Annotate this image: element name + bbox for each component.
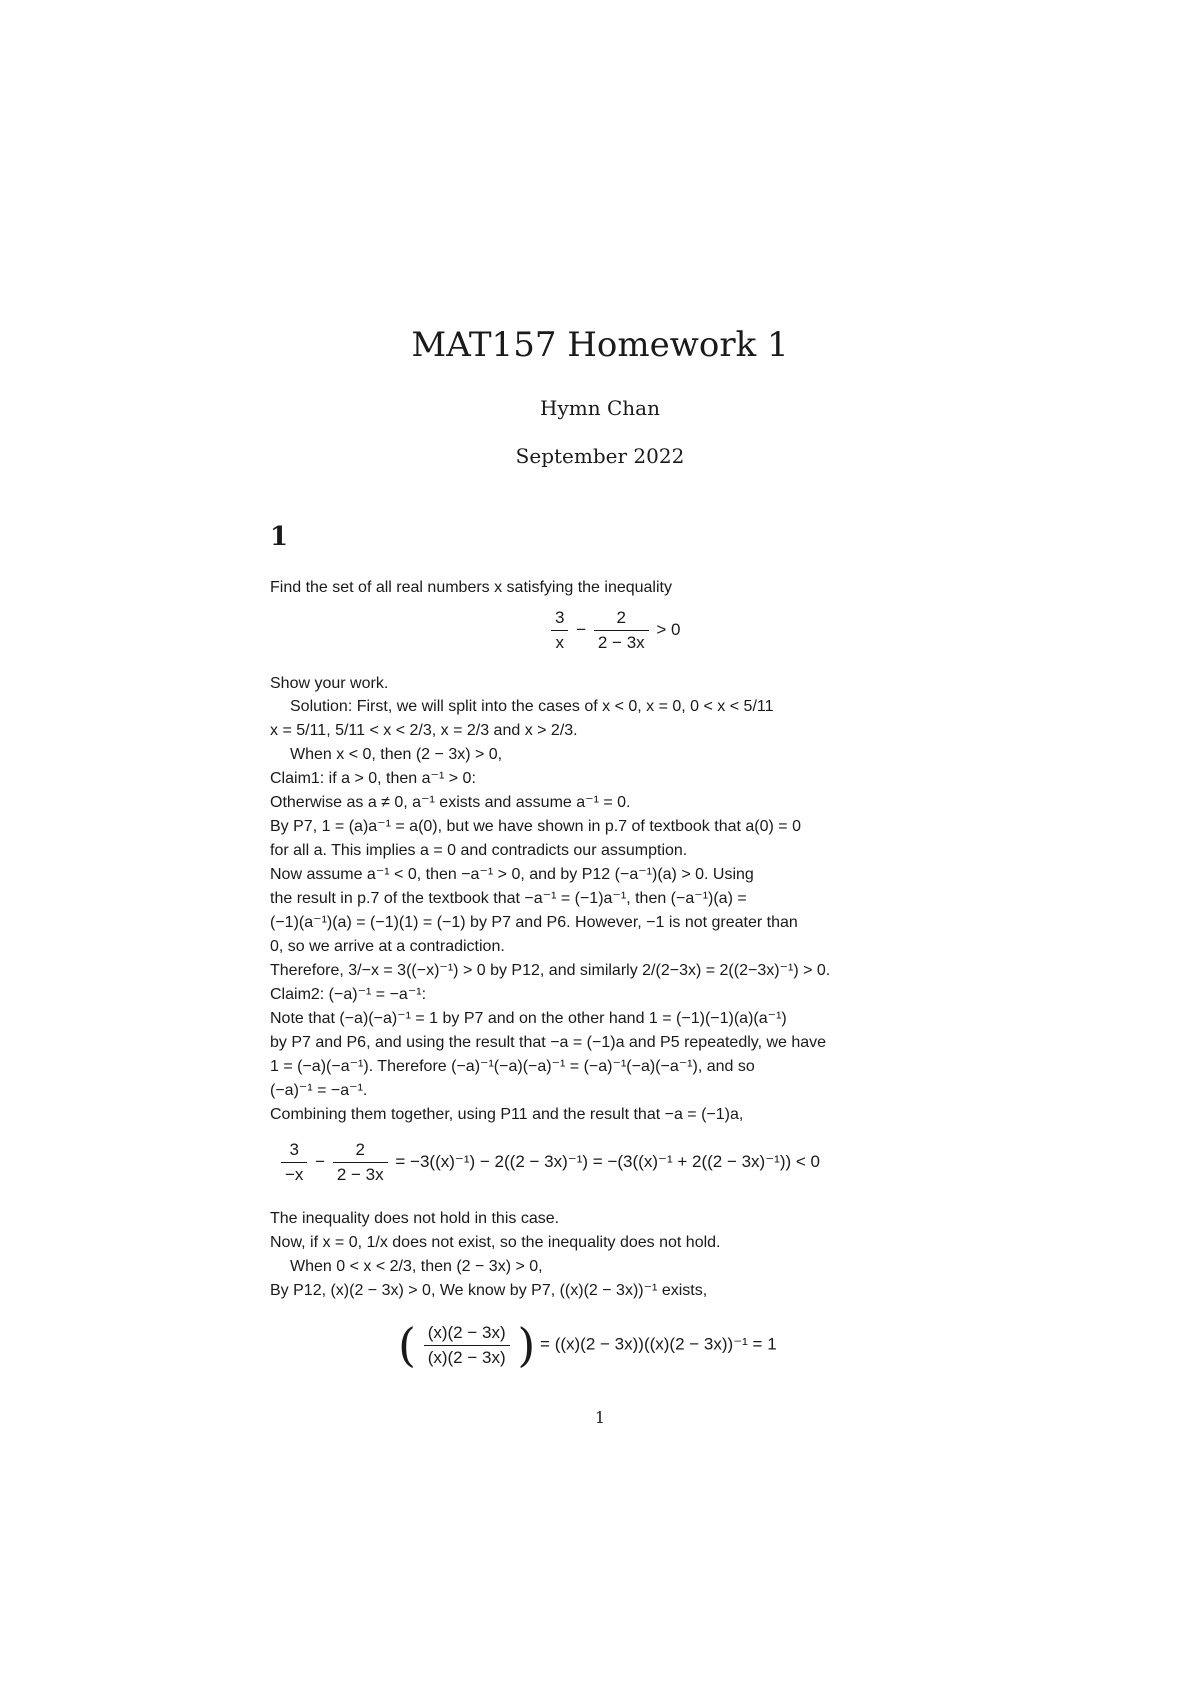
document-date: September 2022 <box>515 444 685 468</box>
equation-fraction-2 <box>333 1140 388 1185</box>
fraction-denominator: −x <box>285 1165 304 1184</box>
claim-2-heading: Claim2: (−a)⁻¹ = −a⁻¹: <box>270 986 427 1003</box>
fraction-numerator: 2 <box>333 1140 388 1163</box>
inequality-equation <box>548 608 681 653</box>
solution-line: By P12, (x)(2 − 3x) > 0, We know by P7, ((x)(2 − 3x))⁻¹ exists, <box>270 1282 708 1299</box>
equation-fraction-1 <box>281 1140 307 1185</box>
show-work-text: Show your work. <box>270 675 389 692</box>
section-heading: 1 <box>270 522 289 552</box>
inequality-rhs: > 0 <box>656 619 681 639</box>
solution-line: 1 = (−a)(−a⁻¹). Therefore (−a)⁻¹(−a)(−a)⁻¹ = (−a)⁻¹(−a)(−a⁻¹), and so <box>270 1058 755 1075</box>
minus-sign: − <box>576 619 587 639</box>
solution-line: Solution: First, we will split into the cases of x < 0, x = 0, 0 < x < 5/11 <box>290 698 774 715</box>
solution-line: Now assume a⁻¹ < 0, then −a⁻¹ > 0, and by P12 (−a⁻¹)(a) > 0. Using <box>270 866 754 883</box>
fraction-numerator: 3 <box>551 608 568 631</box>
inequality-fraction-1 <box>551 608 568 653</box>
fraction-denominator: x <box>555 633 564 652</box>
left-paren: ( <box>398 1318 416 1372</box>
fraction-numerator: (x)(2 − 3x) <box>424 1323 510 1346</box>
solution-line: for all a. This implies a = 0 and contradicts our assumption. <box>270 842 688 859</box>
minus-sign: − <box>315 1151 326 1171</box>
document-title: MAT157 Homework 1 <box>411 325 789 365</box>
page-number: 1 <box>594 1408 606 1427</box>
fraction-denominator: 2 − 3x <box>597 633 645 652</box>
inequality-fraction-2 <box>594 608 649 653</box>
equation-rest: = ((x)(2 − 3x))((x)(2 − 3x))⁻¹ = 1 <box>540 1334 777 1354</box>
identity-fraction <box>424 1323 510 1368</box>
combined-equation <box>278 1140 820 1185</box>
equation-rest: = −3((x)⁻¹) − 2((2 − 3x)⁻¹) = −(3((x)⁻¹ + 2((2 − 3x)⁻¹)) < 0 <box>395 1151 820 1171</box>
claim-1-heading: Claim1: if a > 0, then a⁻¹ > 0: <box>270 770 476 787</box>
solution-line: by P7 and P6, and using the result that −a = (−1)a and P5 repeatedly, we have <box>270 1034 827 1051</box>
solution-line: Now, if x = 0, 1/x does not exist, so the inequality does not hold. <box>270 1234 721 1251</box>
identity-equation <box>398 1318 777 1372</box>
solution-line: (−1)(a⁻¹)(a) = (−1)(1) = (−1) by P7 and P6. However, −1 is not greater than <box>270 914 798 931</box>
solution-line: By P7, 1 = (a)a⁻¹ = a(0), but we have shown in p.7 of textbook that a(0) = 0 <box>270 818 801 835</box>
problem-statement: Find the set of all real numbers x satisfying the inequality <box>270 579 672 596</box>
fraction-numerator: 3 <box>281 1140 307 1163</box>
solution-line: 0, so we arrive at a contradiction. <box>270 938 505 955</box>
fraction-denominator: (x)(2 − 3x) <box>427 1347 506 1367</box>
solution-line: When x < 0, then (2 − 3x) > 0, <box>290 746 503 763</box>
author-name: Hymn Chan <box>540 396 660 420</box>
solution-line: the result in p.7 of the textbook that −a⁻¹ = (−1)a⁻¹, then (−a⁻¹)(a) = <box>270 890 747 907</box>
solution-line: x = 5/11, 5/11 < x < 2/3, x = 2/3 and x > 2/3. <box>270 722 578 739</box>
fraction-denominator: 2 − 3x <box>336 1165 384 1184</box>
solution-line: (−a)⁻¹ = −a⁻¹. <box>270 1082 368 1099</box>
solution-line: The inequality does not hold in this case. <box>270 1210 560 1227</box>
solution-line: Therefore, 3/−x = 3((−x)⁻¹) > 0 by P12, and similarly 2/(2−3x) = 2((2−3x)⁻¹) > 0. <box>270 962 831 979</box>
solution-line: Otherwise as a ≠ 0, a⁻¹ exists and assume a⁻¹ = 0. <box>270 794 631 811</box>
right-paren: ) <box>517 1318 536 1372</box>
solution-line: When 0 < x < 2/3, then (2 − 3x) > 0, <box>290 1258 543 1275</box>
fraction-numerator: 2 <box>594 608 649 631</box>
solution-line: Combining them together, using P11 and the result that −a = (−1)a, <box>270 1106 744 1123</box>
solution-line: Note that (−a)(−a)⁻¹ = 1 by P7 and on the other hand 1 = (−1)(−1)(a)(a⁻¹) <box>270 1010 787 1027</box>
